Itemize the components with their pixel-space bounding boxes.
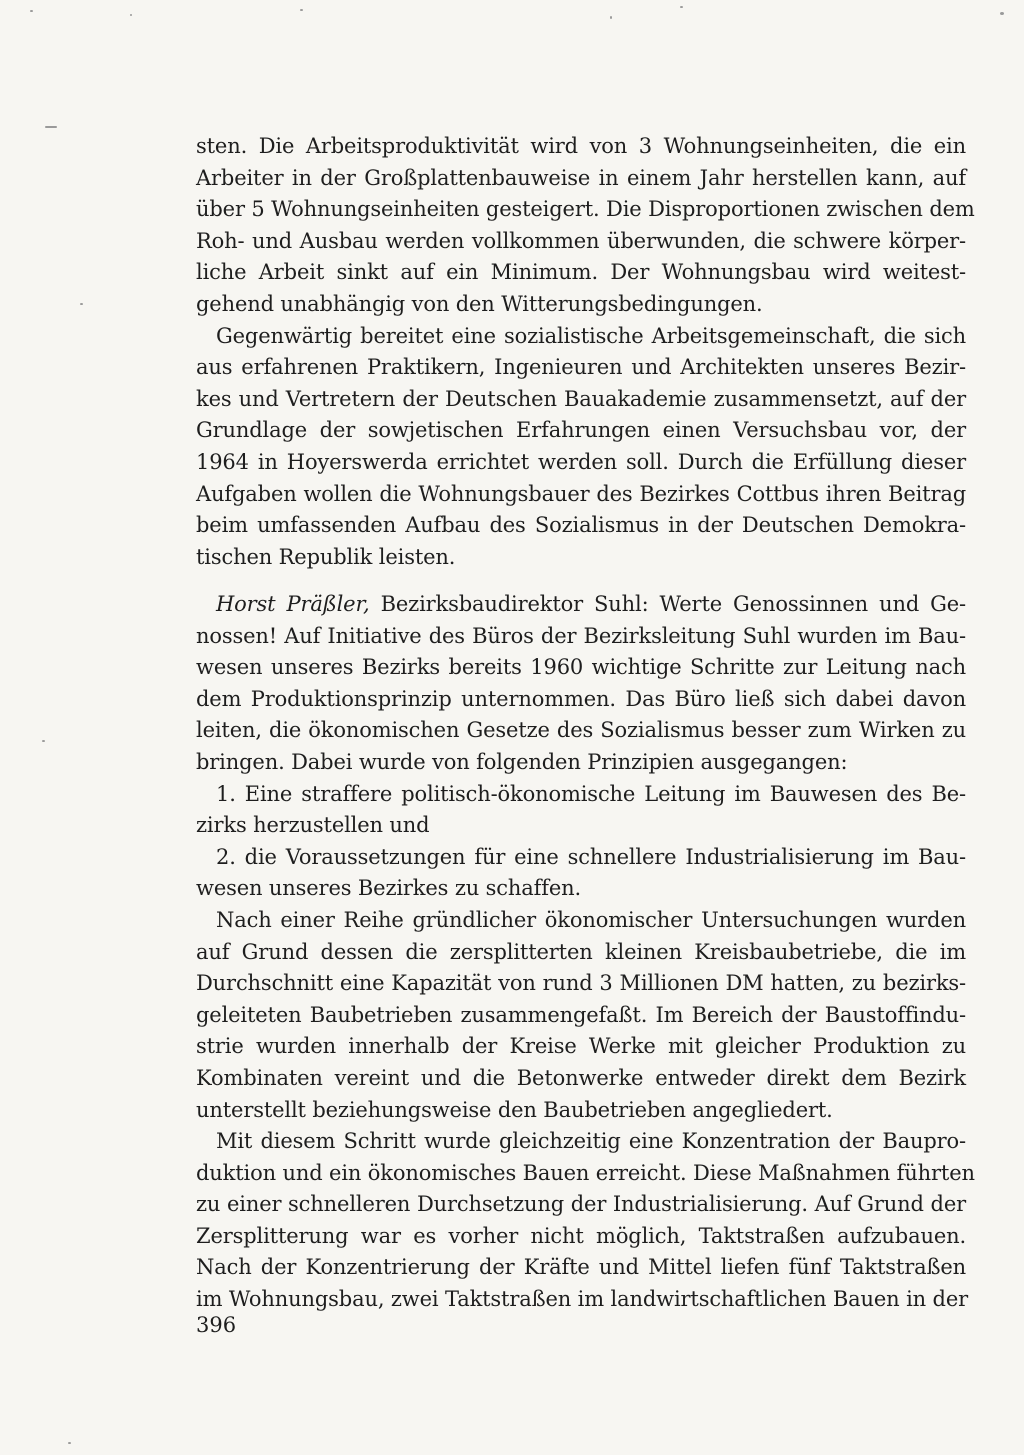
scan-speck [300,9,303,11]
text-line: Aufgaben wollen die Wohnungsbauer des Bezirkes Cottbus ihren Beitrag [196,481,966,506]
text-line: dem Produktionsprinzip unternommen. Das Büro ließ sich dabei davon [196,686,966,711]
text-line: Mit diesem Schritt wurde gleichzeitig eine Konzentration der Baupro- [216,1129,966,1154]
scan-speck [42,740,45,742]
text-line: nossen! Auf Initiative des Büros der Bezirksleitung Suhl wurden im Bau- [196,623,966,648]
text-line: 1964 in Hoyerswerda errichtet werden soll. Durch die Erfüllung dieser [196,449,966,474]
text-line: duktion und ein ökonomisches Bauen erreicht. Diese Maßnahmen führten [196,1160,975,1185]
text-line: zirks herzustellen und [196,813,430,838]
text-line: Roh- und Ausbau werden vollkommen überwunden, die schwere körper- [196,228,966,253]
text-line: beim umfassenden Aufbau des Sozialismus in der Deutschen Demokra- [196,513,966,538]
text-line: Grundlage der sowjetischen Erfahrungen einen Versuchsbau vor, der [196,418,966,443]
scan-speck [130,14,132,16]
scan-speck [680,6,683,8]
speech-opening-line [196,589,966,621]
page-number: 396 [196,1313,237,1337]
text-line: leiten, die ökonomischen Gesetze des Sozialismus besser zum Wirken zu [196,718,966,743]
scan-speck [610,16,612,19]
text-line: Gegenwärtig bereitet eine sozialistische Arbeitsgemeinschaft, die sich [216,323,966,348]
speaker-name: Horst Präßler, [216,592,370,616]
text-line: gehend unabhängig von den Witterungsbedingungen. [196,291,763,316]
list-item: 2. die Voraussetzungen für eine schnellere Industrialisierung im Bau- [216,844,966,869]
text-line: Nach einer Reihe gründlicher ökonomischer Untersuchungen wurden [216,907,966,932]
text-line: liche Arbeit sinkt auf ein Minimum. Der Wohnungsbau wird weitest- [196,260,966,285]
scan-speck [45,126,57,128]
text-line: auf Grund dessen die zersplitterten kleinen Kreisbaubetriebe, die im [196,939,966,964]
text-line: geleiteten Baubetrieben zusammengefaßt. Im Bereich der Baustoffindu- [196,1002,966,1027]
text-line: Nach der Konzentrierung der Kräfte und Mittel liefen fünf Taktstraßen [196,1255,966,1280]
speaker-role: Bezirksbaudirektor Suhl: Werte Genossinnen und Ge- [369,592,966,616]
text-line: Durchschnitt eine Kapazität von rund 3 Millionen DM hatten, zu bezirks- [196,971,966,996]
text-line: im Wohnungsbau, zwei Taktstraßen im landwirtschaftlichen Bauen in der [196,1287,969,1312]
scan-speck [30,10,33,12]
text-line: aus erfahrenen Praktikern, Ingenieuren und Architekten unseres Bezir- [196,355,966,380]
speech-section [196,589,975,1316]
list-item: 1. Eine straffere politisch-ökonomische Leitung im Bauwesen des Be- [216,781,966,806]
text-line: strie wurden innerhalb der Kreise Werke mit gleicher Produktion zu [196,1034,966,1059]
scan-speck [1000,12,1004,15]
text-line: kes und Vertretern der Deutschen Bauakademie zusammensetzt, auf der [196,386,966,411]
scan-speck [80,303,83,305]
text-line: unterstellt beziehungsweise den Baubetrieben angegliedert. [196,1097,833,1122]
scan-speck [68,1442,71,1444]
text-line: sten. Die Arbeitsproduktivität wird von 3 Wohnungseinheiten, die ein [196,134,966,158]
text-line: tischen Republik leisten. [196,544,456,569]
text-line: Kombinaten vereint und die Betonwerke entweder direkt dem Bezirk [196,1065,966,1090]
section-continuation [196,131,975,573]
text-line: bringen. Dabei wurde von folgenden Prinzipien ausgegangen: [196,749,848,774]
text-line: wesen unseres Bezirkes zu schaffen. [196,876,582,901]
text-line: wesen unseres Bezirks bereits 1960 wichtige Schritte zur Leitung nach [196,655,966,680]
text-line: Zersplitterung war es vorher nicht möglich, Taktstraßen aufzubauen. [196,1223,966,1248]
text-line: zu einer schnelleren Durchsetzung der Industrialisierung. Auf Grund der [196,1192,966,1217]
text-line: über 5 Wohnungseinheiten gesteigert. Die Disproportionen zwischen dem [196,197,975,222]
text-line: Arbeiter in der Großplattenbauweise in einem Jahr herstellen kann, auf [196,165,966,190]
